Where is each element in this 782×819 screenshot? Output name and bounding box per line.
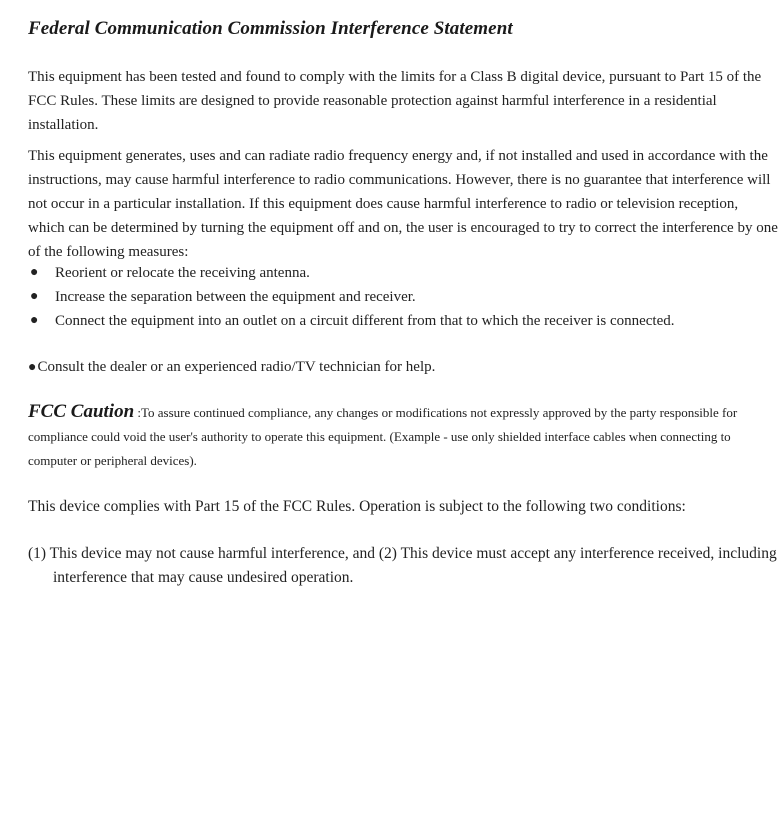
measure-text: Connect the equipment into an outlet on a circuit different from that to which the receiver is connected. — [55, 313, 675, 329]
caution-text: :To assure continued compliance, any changes or modifications not expressly approved by the party responsible for compliance could void the user's authority to operate this equipment. (Example - use only shielded interface cables when connecting to computer or peripheral devices). — [28, 405, 738, 468]
caution-heading: FCC Caution — [28, 401, 135, 422]
bullet-icon: ● — [30, 289, 39, 304]
consult-text: Consult the dealer or an experienced radio/TV technician for help. — [37, 359, 436, 375]
consult-item — [28, 355, 435, 380]
bullet-icon: ● — [30, 313, 39, 328]
list-item — [28, 261, 675, 285]
bullet-icon: ● — [30, 265, 39, 280]
measures-list — [28, 261, 675, 333]
fcc-caution-paragraph — [28, 400, 780, 473]
interference-paragraph: This equipment generates, uses and can radiate radio frequency energy and, if not installed and used in accordance with the instructions, may cause harmful interference to radio communications. However, there is no guarantee that interference will not occur in a particular installation. If this equipment does cause harmful interference to radio or television reception, which can be determined by turning the equipment off and on, the user is encouraged to try to correct the interference by one of the following measures: — [28, 148, 778, 260]
measure-text: Increase the separation between the equipment and receiver. — [55, 289, 416, 305]
list-item — [28, 285, 675, 309]
conditions-paragraph: (1) This device may not cause harmful interference, and (2) This device must accept any interference received, including interference that may cause undesired operation. — [28, 545, 777, 586]
part15-paragraph: This device complies with Part 15 of the FCC Rules. Operation is subject to the following two conditions: — [28, 498, 686, 515]
compliance-paragraph: This equipment has been tested and found to comply with the limits for a Class B digital device, pursuant to Part 15 of the FCC Rules. These limits are designed to provide reasonable protection against harmful interference in a residential installation. — [28, 69, 762, 133]
page-title: Federal Communication Commission Interference Statement — [28, 18, 513, 39]
bullet-icon: ● — [28, 360, 37, 375]
measure-text: Reorient or relocate the receiving antenna. — [55, 265, 310, 281]
list-item — [28, 309, 675, 333]
